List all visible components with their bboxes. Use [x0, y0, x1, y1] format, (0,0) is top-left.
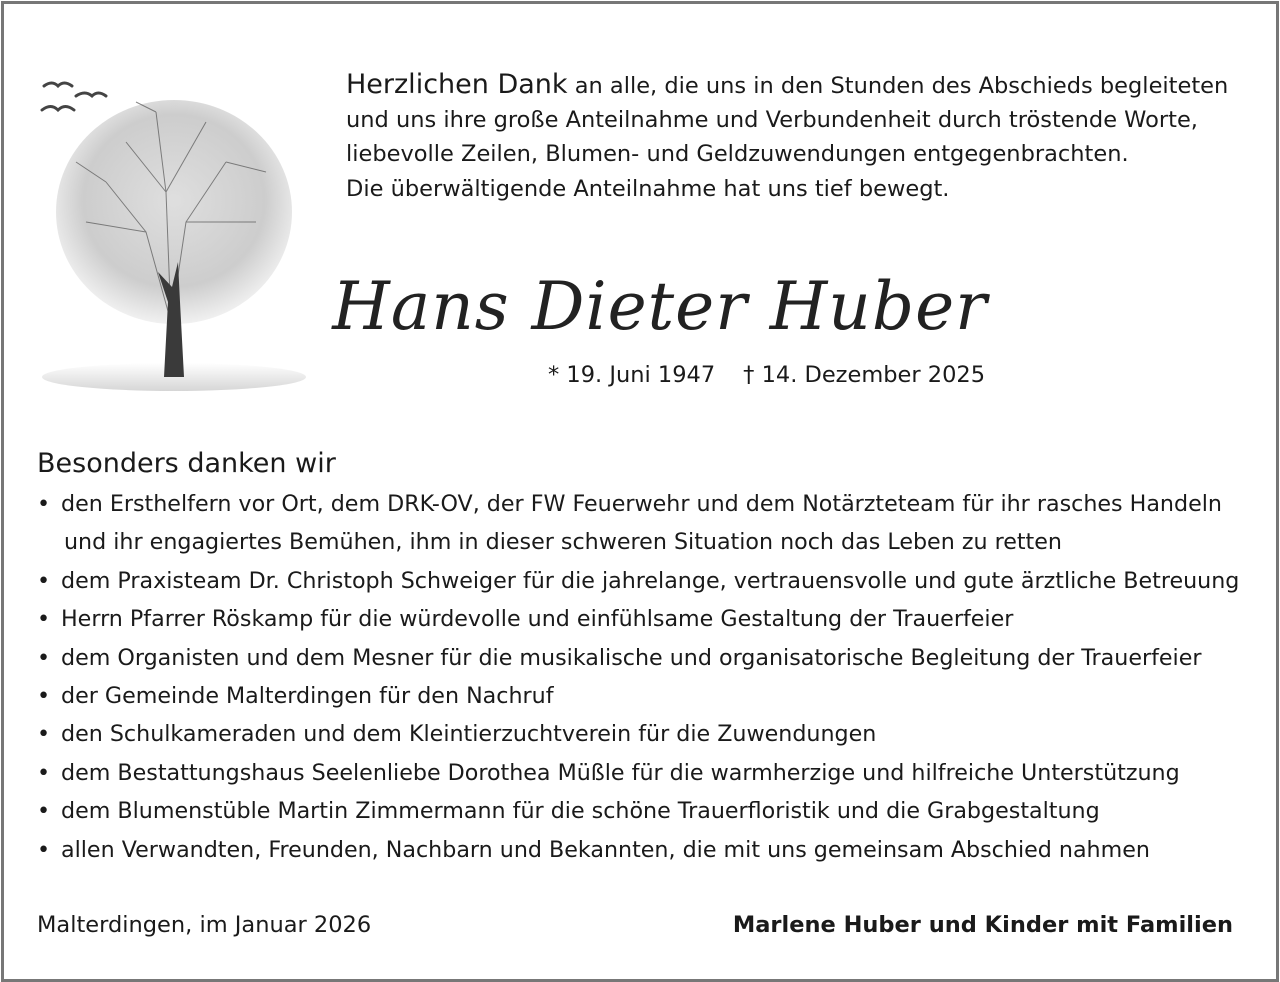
thanks-item-text: den Ersthelfern vor Ort, dem DRK-OV, der FW Feuerwehr und dem Notärzteteam für ihr rasches Handeln [61, 491, 1222, 517]
thanks-line-3: liebevolle Zeilen, Blumen- und Geldzuwendungen entgegenbrachten. [346, 141, 1129, 167]
bullet-icon: • [37, 606, 51, 633]
thanks-item-text: der Gemeinde Malterdingen für den Nachruf [61, 683, 554, 710]
bullet-icon: • [37, 567, 51, 594]
thanks-list-item [37, 562, 1267, 600]
thanks-item-text: den Schulkameraden und dem Kleintierzuchtverein für die Zuwendungen [61, 721, 877, 748]
signature: Marlene Huber und Kinder mit Familien [732, 912, 1233, 938]
death-date: † 14. Dezember 2025 [743, 362, 986, 388]
thank-you-text [346, 68, 1256, 206]
thanks-list-item [37, 639, 1267, 677]
thanks-item-text: allen Verwandten, Freunden, Nachbarn und Bekannten, die mit uns gemeinsam Abschied nahmen [61, 836, 1150, 863]
thanks-line-2: und uns ihre große Anteilnahme und Verbundenheit durch tröstende Worte, [346, 106, 1198, 133]
thanks-list-item [37, 715, 1267, 753]
thanks-item-text: dem Blumenstüble Martin Zimmermann für die schöne Trauerfloristik und die Grabgestaltung [61, 798, 1100, 825]
thanks-item-text: dem Organisten und dem Mesner für die musikalische und organisatorische Begleitung der Trauerfeier [61, 644, 1202, 671]
deceased-name: Hans Dieter Huber [332, 268, 988, 345]
bullet-icon: • [37, 644, 51, 671]
bullet-icon: • [37, 721, 51, 748]
thanks-lead: Herzlichen Dank [346, 69, 568, 100]
thanks-list-item [37, 792, 1267, 830]
thanks-line-1: an alle, die uns in den Stunden des Abschieds begleiteten [574, 73, 1229, 99]
place-and-date: Malterdingen, im Januar 2026 [37, 912, 372, 938]
life-dates [548, 362, 985, 388]
special-thanks-heading: Besonders danken wir [37, 448, 336, 479]
thanks-list-item [37, 754, 1267, 792]
bullet-icon: • [37, 798, 51, 825]
thanks-item-text: dem Praxisteam Dr. Christoph Schweiger für die jahrelange, vertrauensvolle und gute ärztliche Betreuung [61, 567, 1240, 594]
bullet-icon: • [37, 683, 51, 710]
bullet-icon: • [37, 759, 51, 786]
winter-tree-illustration [26, 72, 312, 394]
thanks-list-item [37, 677, 1267, 715]
birds-icon [42, 83, 106, 110]
thanks-item-text: dem Bestattungshaus Seelenliebe Dorothea Müßle für die warmherzige und hilfreiche Unterstützung [61, 759, 1180, 786]
special-thanks-list [37, 485, 1267, 869]
thanks-list-item [37, 485, 1267, 562]
thanks-line-4: Die überwältigende Anteilnahme hat uns tief bewegt. [346, 175, 950, 202]
thanks-list-item [37, 600, 1267, 638]
thanks-item-continuation: und ihr engagiertes Bemühen, ihm in dieser schweren Situation noch das Leben zu retten [64, 529, 1062, 556]
bullet-icon: • [37, 491, 51, 517]
thanks-list-item [37, 831, 1267, 869]
birth-date: * 19. Juni 1947 [548, 362, 716, 388]
bullet-icon: • [37, 836, 51, 863]
thanks-item-text: Herrn Pfarrer Röskamp für die würdevolle und einfühlsame Gestaltung der Trauerfeier [61, 606, 1014, 633]
